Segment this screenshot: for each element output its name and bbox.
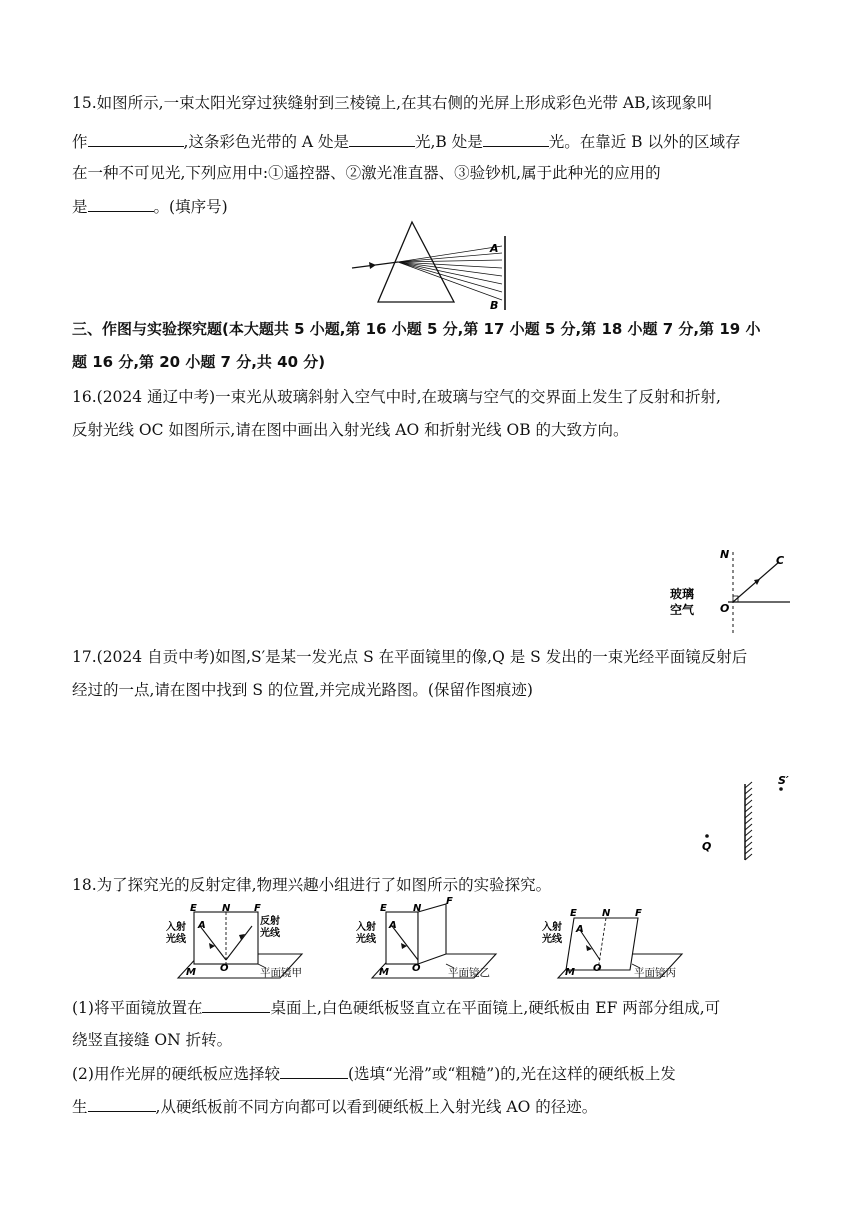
q15-line2-b: ,这条彩色光带的 A 处是 bbox=[183, 133, 349, 151]
q18-blank-1[interactable] bbox=[202, 996, 270, 1013]
q15-line2 bbox=[72, 130, 741, 153]
yi-o: O bbox=[412, 963, 421, 974]
bing-o: O bbox=[593, 963, 602, 974]
reflected-arrow bbox=[754, 579, 760, 585]
image-point-s bbox=[779, 787, 783, 791]
jia-m: M bbox=[186, 967, 196, 978]
bing-mirror-label: 平面镜丙 bbox=[634, 967, 676, 979]
yi-e: E bbox=[380, 903, 387, 914]
bing-e: E bbox=[570, 908, 577, 919]
prism-figure bbox=[350, 218, 520, 310]
q15-line1: 15.如图所示,一束太阳光穿过狭缝射到三棱镜上,在其右侧的光屏上形成彩色光带 AB,该现象叫 bbox=[72, 94, 713, 112]
mirror-hatching bbox=[745, 782, 752, 860]
q17-line2: 经过的一点,请在图中找到 S 的位置,并完成光路图。(保留作图痕迹) bbox=[72, 681, 533, 699]
q15-line4 bbox=[72, 195, 228, 218]
point-q bbox=[705, 834, 709, 838]
q15-line3: 在一种不可见光,下列应用中:①遥控器、②激光准直器、③验钞机,属于此种光的应用的 bbox=[72, 164, 661, 182]
yi-incident-1: 入射 bbox=[356, 922, 376, 933]
yi-m: M bbox=[379, 967, 389, 978]
q18-p2-b: (选填“光滑”或“粗糙”)的,光在这样的硬纸板上发 bbox=[347, 1065, 676, 1083]
bing-n: N bbox=[602, 908, 611, 919]
q18-p2-line2 bbox=[72, 1095, 597, 1118]
q15-line2-d: 光。在靠近 B 以外的区域存 bbox=[548, 133, 741, 151]
label-n: N bbox=[720, 548, 730, 561]
mirror-figure bbox=[696, 770, 800, 866]
q18-p1-a: (1)将平面镜放置在 bbox=[72, 999, 203, 1017]
label-s-prime: S′ bbox=[778, 774, 789, 787]
yi-incident-2: 光线 bbox=[356, 934, 376, 945]
setup-jia bbox=[166, 903, 302, 979]
incident-arrow bbox=[369, 262, 376, 269]
q18-blank-2[interactable] bbox=[280, 1062, 348, 1079]
bing-incident-1: 入射 bbox=[542, 922, 562, 933]
jia-reflect-2: 光线 bbox=[260, 928, 280, 939]
setup-bing bbox=[542, 908, 682, 979]
label-air: 空气 bbox=[670, 603, 695, 617]
yi-f: F bbox=[446, 896, 453, 907]
jia-mirror-label: 平面镜甲 bbox=[260, 967, 302, 979]
jia-reflect-1: 反射 bbox=[260, 916, 280, 927]
q18-blank-3[interactable] bbox=[88, 1095, 156, 1112]
q15-blank-2[interactable] bbox=[349, 130, 415, 147]
label-a: A bbox=[490, 242, 499, 255]
refraction-figure bbox=[664, 546, 794, 638]
q18-p1-line1 bbox=[72, 996, 720, 1019]
jia-e: E bbox=[190, 903, 197, 914]
section3-title-line1: 三、作图与实验探究题(本大题共 5 小题,第 16 小题 5 分,第 17 小题 5 分,第 18 小题 7 分,第 19 小 bbox=[72, 320, 761, 338]
jia-a: A bbox=[198, 920, 206, 931]
yi-n: N bbox=[413, 903, 422, 914]
q18-p2-line1 bbox=[72, 1062, 676, 1085]
yi-mirror-label: 平面镜乙 bbox=[448, 967, 490, 979]
jia-incident-2: 光线 bbox=[166, 934, 186, 945]
jia-n: N bbox=[222, 903, 231, 914]
q18-p1-b: 桌面上,白色硬纸板竖直立在平面镜上,硬纸板由 EF 两部分组成,可 bbox=[270, 999, 721, 1017]
q18-p1-line2: 绕竖直接缝 ON 折转。 bbox=[72, 1031, 233, 1049]
q16-line2: 反射光线 OC 如图所示,请在图中画出入射光线 AO 和折射光线 OB 的大致方向。 bbox=[72, 421, 629, 439]
label-b: B bbox=[490, 299, 499, 312]
q15-blank-3[interactable] bbox=[483, 130, 549, 147]
bing-m: M bbox=[565, 967, 575, 978]
q15-line4-b: 。(填序号) bbox=[153, 198, 228, 216]
label-q: Q bbox=[702, 840, 712, 853]
section3-title-line2: 题 16 分,第 20 小题 7 分,共 40 分) bbox=[72, 353, 326, 371]
q18-p2-c: 生 bbox=[72, 1098, 88, 1116]
label-o: O bbox=[720, 602, 730, 615]
yi-a: A bbox=[389, 920, 397, 931]
q15-line4-a: 是 bbox=[72, 198, 88, 216]
jia-incident-1: 入射 bbox=[166, 922, 186, 933]
q15-line2-c: 光,B 处是 bbox=[415, 133, 483, 151]
q15-line2-a: 作 bbox=[72, 133, 88, 151]
jia-f: F bbox=[254, 903, 261, 914]
dispersed-rays bbox=[398, 246, 502, 300]
reflection-experiment-figure bbox=[160, 896, 720, 984]
q15-blank-4[interactable] bbox=[88, 195, 154, 212]
q18-p2-a: (2)用作光屏的硬纸板应选择较 bbox=[72, 1065, 280, 1083]
label-glass: 玻璃 bbox=[670, 587, 695, 601]
q18-p2-d: ,从硬纸板前不同方向都可以看到硬纸板上入射光线 AO 的径迹。 bbox=[155, 1098, 598, 1116]
q17-line1: 17.(2024 自贡中考)如图,S′是某一发光点 S 在平面镜里的像,Q 是 S 发出的一束光经平面镜反射后 bbox=[72, 648, 748, 666]
bing-a: A bbox=[576, 924, 584, 935]
q18-line1: 18.为了探究光的反射定律,物理兴趣小组进行了如图所示的实验探究。 bbox=[72, 876, 552, 894]
bing-f: F bbox=[635, 908, 642, 919]
label-c: C bbox=[776, 554, 785, 567]
bing-incident-2: 光线 bbox=[542, 934, 562, 945]
setup-yi bbox=[356, 896, 496, 979]
q16-line1: 16.(2024 通辽中考)一束光从玻璃斜射入空气中时,在玻璃与空气的交界面上发生了反射和折射, bbox=[72, 388, 721, 406]
q15-blank-1[interactable] bbox=[88, 130, 184, 147]
jia-o: O bbox=[220, 963, 229, 974]
